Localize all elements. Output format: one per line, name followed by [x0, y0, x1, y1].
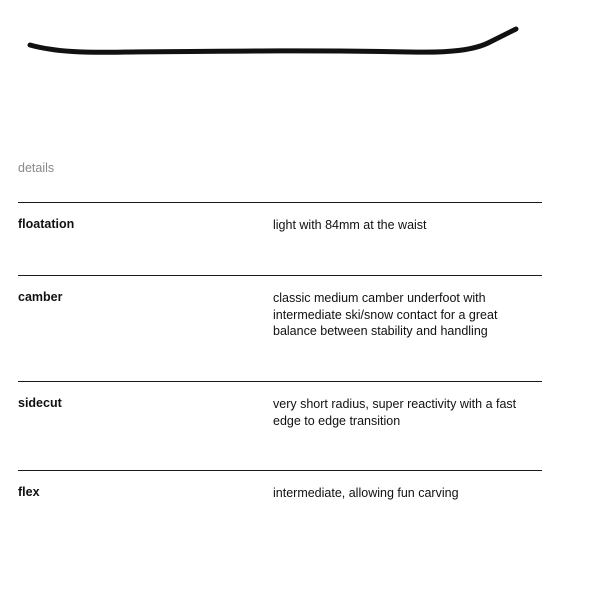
spec-row-camber: [18, 275, 542, 381]
spec-name: sidecut: [18, 396, 62, 410]
ski-profile-graphic: [0, 0, 605, 80]
spec-table: [18, 202, 542, 530]
spec-name: camber: [18, 290, 63, 304]
spec-name: floatation: [18, 217, 75, 231]
spec-row-flex: [18, 470, 542, 530]
section-label-details: details: [18, 161, 55, 175]
spec-value: light with 84mm at the waist: [273, 218, 427, 232]
spec-value: classic medium camber underfoot with intermediate ski/snow contact for a great balance between stability and handling: [273, 291, 498, 339]
spec-value: intermediate, allowing fun carving: [273, 486, 459, 500]
spec-row-floatation: [18, 202, 542, 275]
spec-row-sidecut: [18, 381, 542, 470]
ski-profile-curve: [30, 29, 516, 52]
spec-value: very short radius, super reactivity with a fast edge to edge transition: [273, 397, 517, 428]
spec-name: flex: [18, 485, 40, 499]
